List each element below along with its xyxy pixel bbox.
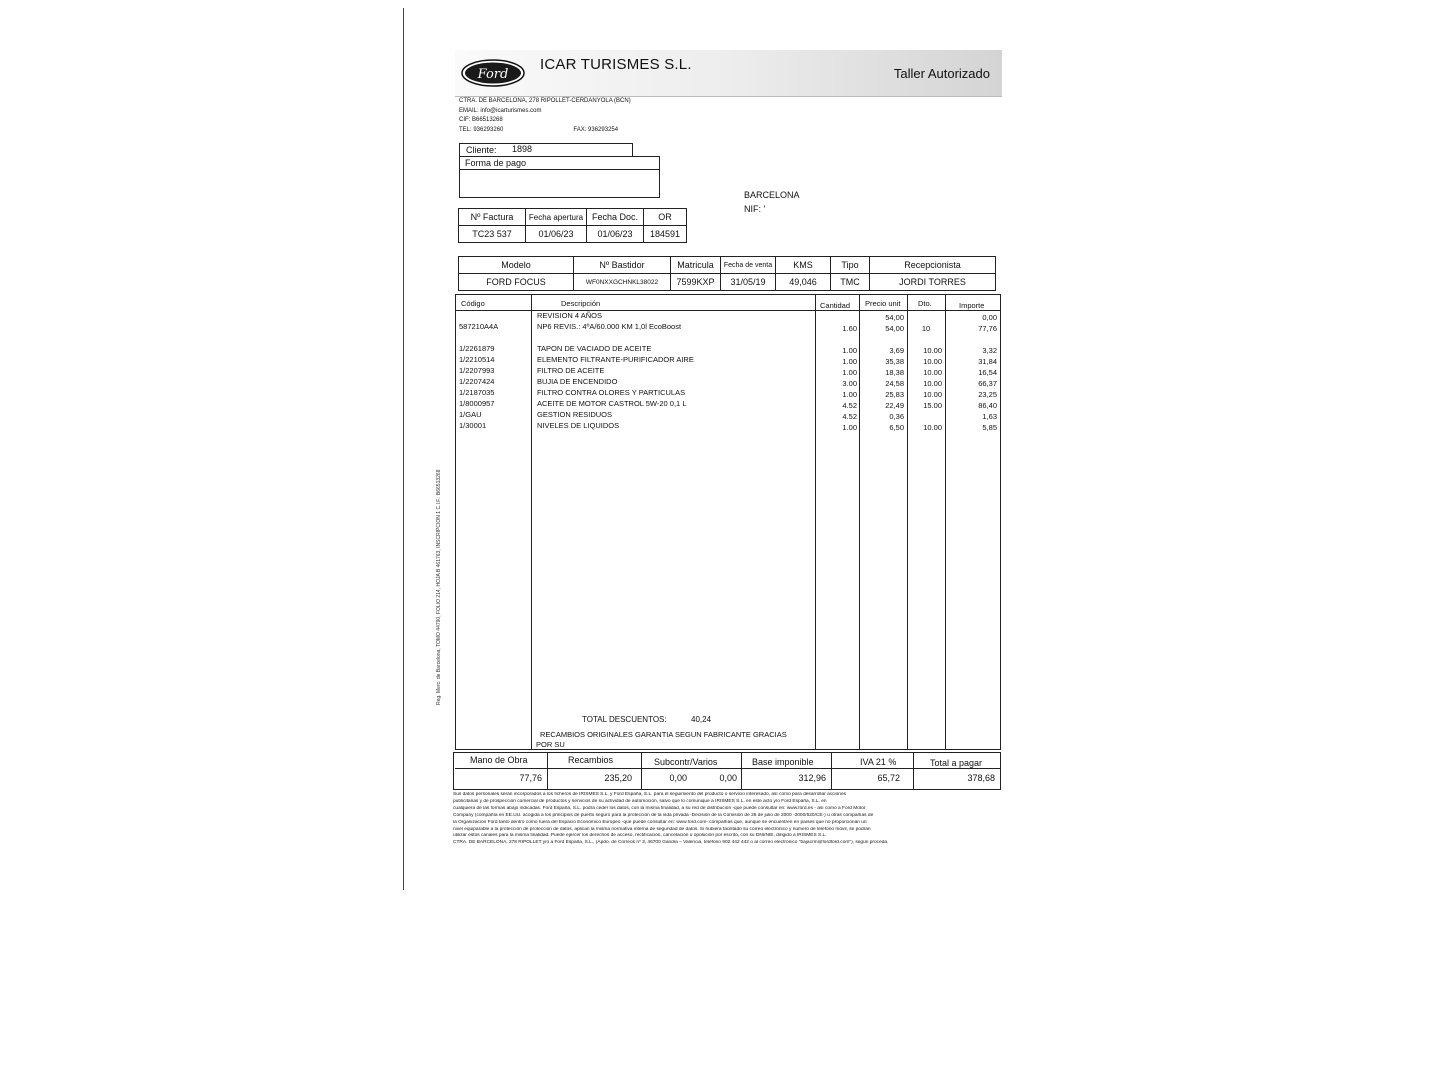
- company-email: EMAIL: info@icarturismes.com: [459, 107, 542, 114]
- item-desc: TAPON DE VACIADO DE ACEITE: [537, 344, 652, 353]
- subcontract-value-2: 0,00: [719, 773, 737, 783]
- payment-label: Forma de pago: [465, 158, 527, 168]
- client-city: BARCELONA: [744, 190, 800, 200]
- company-cif: CIF: B66513268: [459, 117, 503, 123]
- item-qty: 1.00: [842, 346, 857, 355]
- item-amount: 66,37: [978, 379, 997, 388]
- scan-edge-line: [403, 8, 404, 890]
- item-dto: 15.00: [923, 401, 942, 410]
- item-price: 54,00: [885, 324, 904, 333]
- item-price: 24,58: [885, 379, 904, 388]
- item-desc: ELEMENTO FILTRANTE-PURIFICADOR AIRE: [537, 355, 694, 364]
- taxable-base-label: Base imponible: [752, 757, 814, 767]
- item-desc: FILTRO DE ACEITE: [537, 366, 605, 375]
- authorized-workshop-label: Taller Autorizado: [893, 66, 990, 81]
- subcontract-label: Subcontr/Varios: [654, 757, 718, 767]
- registry-side-text: [436, 420, 448, 710]
- item-qty: 3.00: [842, 379, 857, 388]
- vehicle-table: [458, 256, 996, 291]
- kms-value: 49,046: [776, 274, 831, 291]
- labor-label: Mano de Obra: [470, 755, 528, 765]
- item-desc: REVISION 4 AÑOS: [537, 311, 603, 320]
- price-col-header: Precio unit: [865, 299, 901, 308]
- item-dto: 10: [921, 324, 931, 333]
- item-price: 18,38: [885, 368, 904, 377]
- totals-box: [453, 752, 1001, 790]
- item-dto: 10.00: [923, 368, 942, 377]
- or-number: 184591: [644, 226, 687, 243]
- total-due-value: 378,68: [967, 773, 995, 783]
- company-contact: [459, 97, 631, 135]
- item-price: 35,38: [885, 357, 904, 366]
- item-qty: 1.00: [842, 357, 857, 366]
- item-dto: 10.00: [923, 357, 942, 366]
- item-code: 1/30001: [459, 421, 487, 430]
- kms-header: KMS: [776, 257, 831, 274]
- warranty-note-2: POR SU: [536, 740, 565, 749]
- doc-date-header: Fecha Doc.: [587, 209, 644, 226]
- model-header: Modelo: [459, 257, 574, 274]
- item-price: 0,36: [889, 412, 904, 421]
- taxable-base-value: 312,96: [798, 773, 826, 783]
- item-qty: 4.52: [842, 401, 857, 410]
- ford-logo-icon: [461, 59, 525, 87]
- amount-col-header: Importe: [959, 301, 985, 310]
- payment-box: [459, 156, 660, 198]
- receptionist-header: Recepcionista: [870, 257, 996, 274]
- item-code: 587210A4A: [459, 322, 499, 331]
- item-dto: 10.00: [923, 346, 942, 355]
- totals-sep-1: [547, 752, 548, 790]
- item-qty: 1.60: [842, 324, 857, 333]
- item-price: 25,83: [885, 390, 904, 399]
- type-header: Tipo: [831, 257, 870, 274]
- item-price: 6,50: [889, 423, 904, 432]
- logo-text: Ford: [477, 67, 509, 82]
- item-dto: 10.00: [923, 423, 942, 432]
- item-qty: 4.52: [842, 412, 857, 421]
- invoice-header: [455, 50, 1002, 97]
- vat-label: IVA 21 %: [860, 757, 897, 767]
- model-value: FORD FOCUS: [459, 274, 574, 291]
- item-price: 22,49: [885, 401, 904, 410]
- receptionist-value: JORDI TORRES: [870, 274, 996, 291]
- chassis-value: WF0NXXGCHNKL38022: [574, 274, 671, 291]
- client-box: [459, 143, 633, 157]
- legal-line: utilizar estos canales para la misma finalidad. Puede ejercer los derechos de acceso, rectificación, cancelación u oposición por escrito, con su DNI/NIE, dirigido a IRISMES S.L.: [453, 833, 827, 839]
- col-divider-price: [907, 294, 908, 750]
- dto-col-header: Dto.: [918, 299, 932, 308]
- qty-col-header: Cantidad: [820, 301, 851, 310]
- legal-line: Sus datos personales serán incorporados a los ficheros de IRISMES S.L. y Ford España, S.L. para el seguimiento del producto o servicio interesado, así como para desarrollar acciones: [453, 792, 847, 797]
- client-number: 1898: [512, 144, 533, 154]
- item-dto: 10.00: [923, 379, 942, 388]
- labor-value: 77,76: [519, 773, 542, 783]
- totals-sep-4: [831, 752, 832, 790]
- item-desc: ACEITE DE MOTOR CASTROL 5W-20 0,1 L: [537, 399, 687, 408]
- item-qty: 1.00: [842, 368, 857, 377]
- type-value: TMC: [831, 274, 870, 291]
- item-amount: 86,40: [978, 401, 997, 410]
- plate-header: Matricula: [671, 257, 721, 274]
- legal-line: nivel equiparable a la protección de protección de datos, aplican la misma normativa interna de seguridad de datos. Si hubiera facilitado su correo electrónico y número de teléfono móvil, se podrán: [453, 826, 871, 832]
- open-date-header: Fecha apertura: [526, 209, 587, 226]
- item-desc: NP6 REVIS.: 4ºA/60.000 KM 1,0l EcoBoost: [537, 322, 682, 331]
- col-divider-qty: [859, 294, 860, 750]
- vat-value: 65,72: [877, 773, 900, 783]
- item-amount: 23,25: [978, 390, 997, 399]
- item-code: 1/2261879: [459, 344, 495, 353]
- invoice-number-header: Nº Factura: [459, 209, 526, 226]
- total-due-label: Total a pagar: [930, 758, 983, 768]
- registry-text: Reg. Merc. de Barcelona, TOMO 44790, FOLIO 214, HOJA B 461763, INSCRIPCION 1 C.I.F.: B66513268: [436, 469, 442, 705]
- item-code: 1/2207993: [459, 366, 495, 375]
- privacy-notice: [453, 792, 1001, 847]
- legal-line: Company (compañía en EE.UU. acogida a los principios de puerto seguro para la protección de la vida privada -Decisión de la Comisión de 26 de julio de 2000 -2000/520/CE-) u otras compañías de: [453, 812, 874, 818]
- legal-line: CTRA. DE BARCELONA, 278 RIPOLLET y/o a Ford España, S.L., (Apdo. de Correos nº 3, 46700 Gandía – Valencia, teléfono 902 442 442 o al correo electrónico "bajacrm@fordford.com"), según proceda.: [453, 840, 889, 846]
- item-code: 1/8000957: [459, 399, 495, 408]
- item-amount: 3,32: [982, 346, 997, 355]
- item-amount: 1,63: [982, 412, 997, 421]
- legal-line: publicitarias y de prospección comercial de productos y servicios de su actividad de automoción, salvo que lo comunique a IRISMES S.L. en este acto y/o Ford España, S.L. en: [453, 798, 827, 804]
- col-divider-dto: [945, 294, 946, 750]
- plate-value: 7599KXP: [671, 274, 721, 291]
- doc-date: 01/06/23: [587, 226, 644, 243]
- parts-label: Recambios: [568, 755, 614, 765]
- warranty-note: RECAMBIOS ORIGINALES GARANTIA SEGUN FABRICANTE GRACIAS: [540, 730, 787, 739]
- invoice-info-table: [458, 208, 687, 243]
- totals-divider: [455, 768, 1001, 769]
- item-desc: GESTION RESIDUOS: [537, 410, 613, 419]
- item-qty: 1.00: [842, 423, 857, 432]
- company-phone-fax: TEL: 936293260 FAX: 936293254: [459, 126, 619, 133]
- client-nif: NIF: ': [744, 204, 766, 214]
- item-code: 1/2210514: [459, 355, 495, 364]
- totals-sep-2: [641, 752, 642, 790]
- col-divider-desc: [815, 294, 816, 750]
- legal-line: cualquiera de las formas abajo indicadas. Ford España, S.L. podrá ceder los datos, con la misma finalidad, a su red de distribución -que puede consultar en: www.ford.es - así como a Ford Motor: [453, 805, 866, 811]
- total-discounts-value: 40,24: [691, 715, 712, 724]
- sale-date-header: Fecha de venta: [721, 257, 776, 274]
- item-amount: 5,85: [982, 423, 997, 432]
- total-discounts-label: TOTAL DESCUENTOS:: [582, 715, 667, 724]
- item-code: 1/GAU: [459, 410, 482, 419]
- legal-line: la Organización Ford tanto dentro como fuera del Espacio Económico Europeo -que puede consultar en: www.ford.com- compañías que, aunque se encuentren en países que no proporcionan un: [453, 819, 867, 825]
- desc-col-header: Descripción: [561, 299, 601, 308]
- item-qty: 1.00: [842, 390, 857, 399]
- invoice-number: TC23 537: [459, 226, 526, 243]
- item-price: 54,00: [885, 313, 904, 322]
- open-date: 01/06/23: [526, 226, 587, 243]
- totals-sep-3: [741, 752, 742, 790]
- item-amount: 31,84: [978, 357, 997, 366]
- col-divider-code: [531, 294, 532, 750]
- item-amount: 0,00: [982, 313, 997, 322]
- company-address: CTRA. DE BARCELONA, 278 RIPOLLET-CERDANYOLA (BCN): [459, 98, 631, 104]
- parts-value: 235,20: [604, 773, 632, 783]
- item-code: 1/2187035: [459, 388, 495, 397]
- or-header: OR: [644, 209, 687, 226]
- item-desc: NIVELES DE LIQUIDOS: [537, 421, 620, 430]
- item-price: 3,69: [889, 346, 904, 355]
- item-desc: FILTRO CONTRA OLORES Y PARTICULAS: [537, 388, 686, 397]
- chassis-header: Nº Bastidor: [574, 257, 671, 274]
- totals-sep-5: [913, 752, 914, 790]
- item-amount: 77,76: [978, 324, 997, 333]
- client-label: Cliente:: [466, 145, 497, 155]
- company-name: ICAR TURISMES S.L.: [540, 56, 692, 73]
- item-dto: 10.00: [923, 390, 942, 399]
- item-code: 1/2207424: [459, 377, 495, 386]
- item-amount: 16,54: [978, 368, 997, 377]
- sale-date-value: 31/05/19: [721, 274, 776, 291]
- code-col-header: Código: [461, 299, 485, 308]
- item-desc: BUJIA DE ENCENDIDO: [537, 377, 618, 386]
- subcontract-value-1: 0,00: [669, 773, 687, 783]
